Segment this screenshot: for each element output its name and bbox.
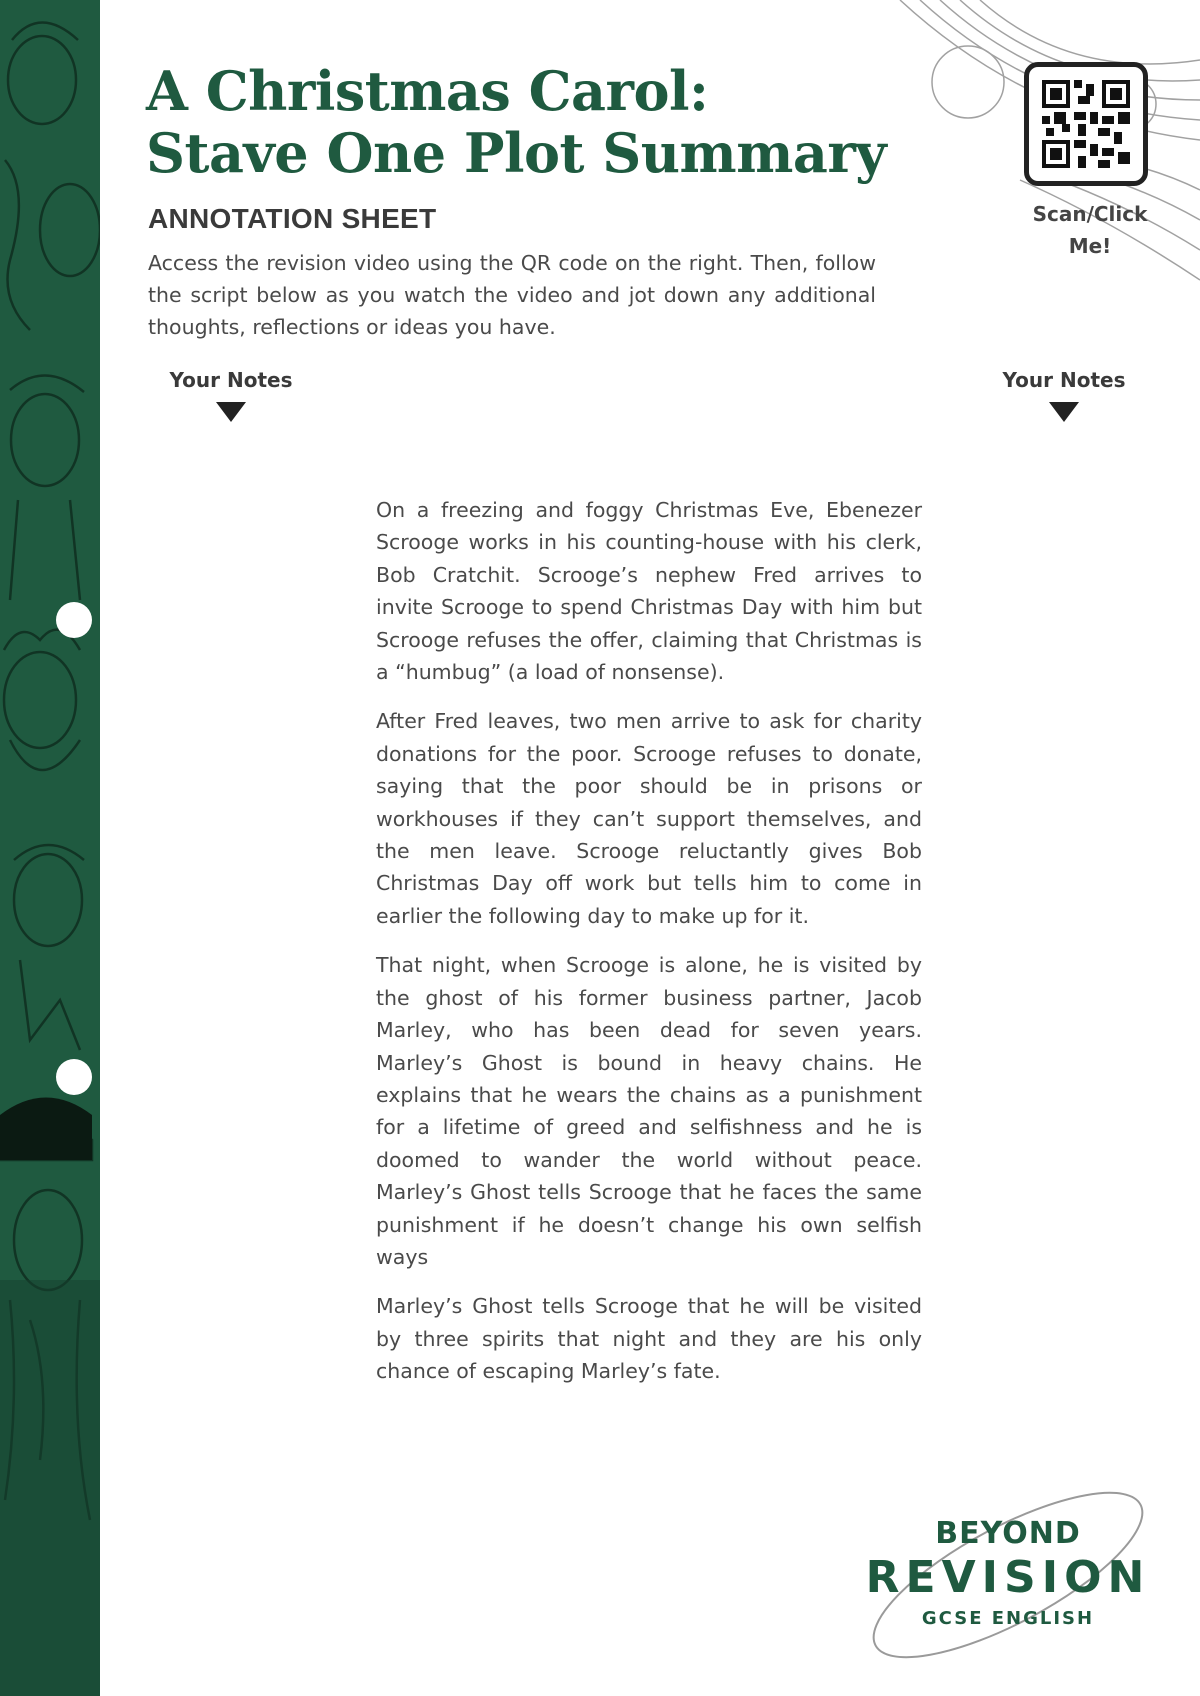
down-triangle-icon (216, 402, 246, 422)
qr-caption: Scan/Click Me! (1032, 202, 1148, 258)
left-notes-label: Your Notes (169, 368, 293, 392)
right-notes-label: Your Notes (1002, 368, 1126, 392)
qr-code-icon (1042, 80, 1130, 168)
punch-hole (56, 602, 92, 638)
logo-beyond-text: BEYOND (935, 1516, 1081, 1551)
plot-summary-script (376, 494, 922, 1405)
punch-hole (56, 1059, 92, 1095)
intro-instructions: Access the revision video using the QR code on the right. Then, follow the script below as you watch the video and jot down any additional thoughts, reflections or ideas you have. (148, 251, 876, 339)
logo-revision-text: REVISION (865, 1552, 1151, 1603)
script-paragraph: Marley’s Ghost tells Scrooge that he will be visited by three spirits that night and they are his only chance of escaping Marley’s fate. (376, 1294, 922, 1384)
title-line-2: Stave One Plot Summary (146, 121, 887, 185)
page-title (146, 60, 906, 184)
qr-code[interactable] (1024, 62, 1148, 186)
character-illustration (0, 0, 100, 1696)
sheet-subtitle: ANNOTATION SHEET (148, 203, 437, 234)
script-paragraph: On a freezing and foggy Christmas Eve, Ebenezer Scrooge works in his counting-house with his clerk, Bob Cratchit. Scrooge’s nephew Fred arrives to invite Scrooge to spend Christmas Day with him but Scrooge refuses the offer, claiming that Christmas is a “humbug” (a load of nonsense). (376, 498, 922, 685)
script-paragraph: After Fred leaves, two men arrive to ask for charity donations for the poor. Scrooge refuses to donate, saying that the poor should be in prisons or workhouses if they can’t support themselves, and the men leave. Scrooge reluctantly gives Bob Christmas Day off work but tells him to come in earlier the following day to make up for it. (376, 709, 922, 928)
script-paragraph: That night, when Scrooge is alone, he is visited by the ghost of his former business partner, Jacob Marley, who has been dead for seven years. Marley’s Ghost is bound in heavy chains. He explains that he wears the chains as a punishment for a lifetime of greed and selfishness and he is doomed to wander the world without peace. Marley’s Ghost tells Scrooge that he faces the same punishment if he doesn’t change his own selfish ways (376, 953, 922, 1269)
down-triangle-icon (1049, 402, 1079, 422)
beyond-revision-logo (858, 1480, 1158, 1670)
logo-gcse-text: GCSE ENGLISH (921, 1608, 1095, 1629)
side-illustration-strip (0, 0, 100, 1696)
title-line-1: A Christmas Carol: (146, 59, 709, 123)
